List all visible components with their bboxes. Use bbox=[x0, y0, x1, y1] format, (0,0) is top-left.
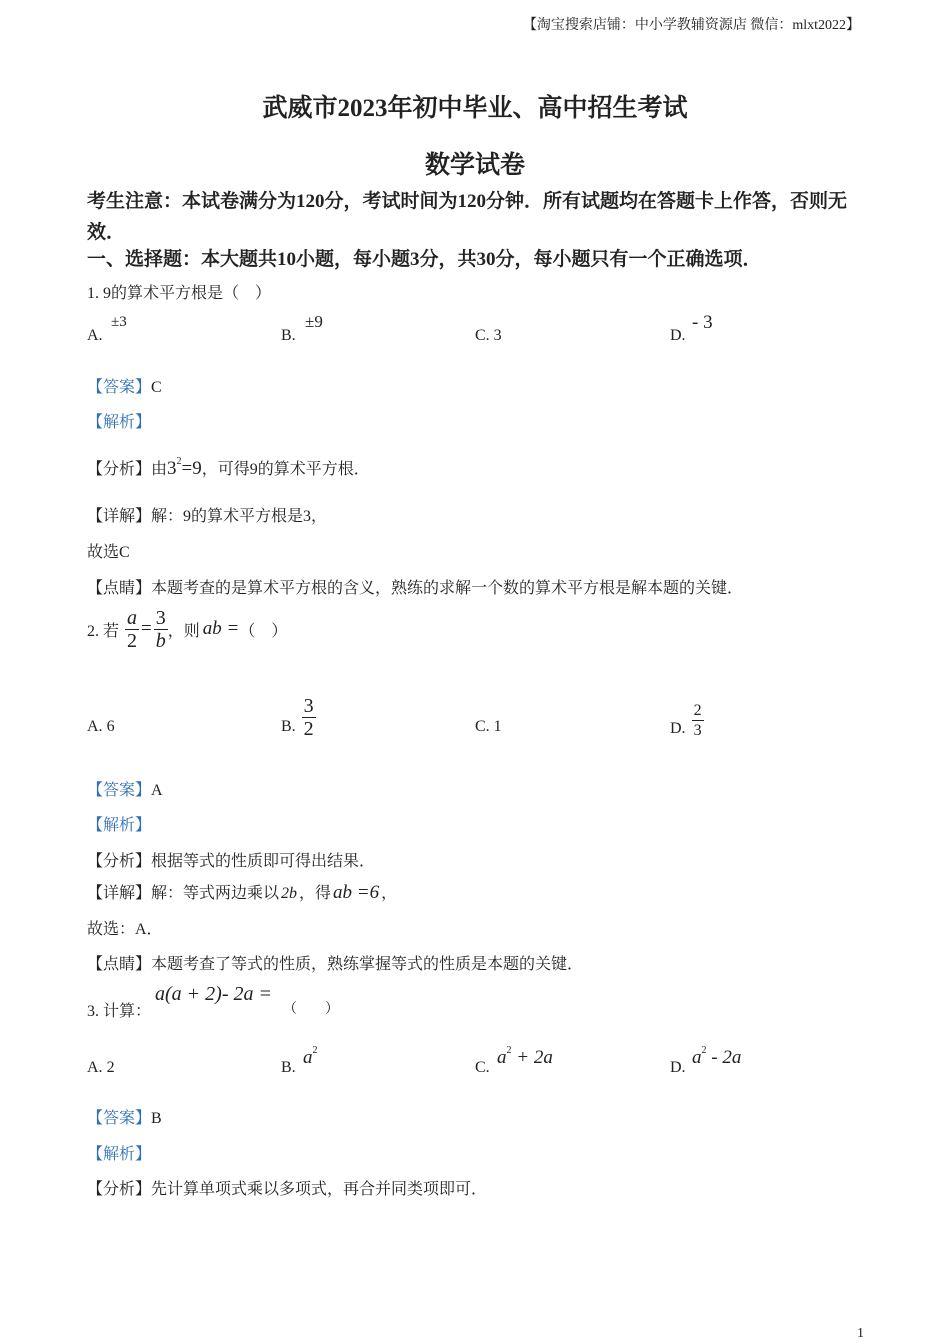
q3-option-c bbox=[475, 1045, 553, 1077]
detail-text-end: ， bbox=[381, 885, 398, 902]
detail-text-mid: ，得 bbox=[299, 885, 332, 902]
comment-text: 本题考查的是算术平方根的含义，熟练的求解一个数的算术平方根是解本题的关键． bbox=[151, 580, 744, 597]
option-letter: C. bbox=[475, 1059, 490, 1076]
q1-option-c bbox=[475, 327, 502, 345]
q2-comment bbox=[87, 951, 583, 974]
q3-option-b bbox=[281, 1045, 318, 1077]
answer-value: C bbox=[151, 379, 162, 396]
answer-label: 【答案】 bbox=[87, 379, 152, 396]
detail-label: 【详解】 bbox=[87, 508, 152, 525]
q3-answer bbox=[87, 1105, 162, 1128]
section-heading: 一、选择题：本大题共10小题，每小题3分，共30分，每小题只有一个正确选项． bbox=[87, 249, 762, 270]
power-base: a bbox=[303, 1047, 313, 1068]
option-value: ±3 bbox=[111, 314, 127, 330]
power-base: a bbox=[497, 1047, 507, 1068]
comment-text: 本题考查了等式的性质，熟练掌握等式的性质是本题的关键． bbox=[151, 956, 584, 973]
power-exp: 2 bbox=[506, 1045, 512, 1056]
q3-option-a bbox=[87, 1059, 115, 1077]
fraction-a-over-2 bbox=[125, 607, 139, 652]
fenxi-label: 【分析】 bbox=[87, 1181, 152, 1198]
result-expression: ab =6 bbox=[333, 882, 380, 903]
option-value: ±9 bbox=[305, 312, 323, 331]
answer-label: 【答案】 bbox=[87, 1110, 152, 1127]
q1-option-a bbox=[87, 314, 127, 345]
q2-answer bbox=[87, 777, 163, 800]
option-letter: A. bbox=[87, 718, 103, 735]
q2-detail bbox=[87, 880, 397, 904]
option-value bbox=[692, 1045, 741, 1069]
fraction-numerator: a bbox=[127, 606, 138, 629]
q3-analysis-label: 【解析】 bbox=[87, 1146, 152, 1163]
comment-label: 【点睛】 bbox=[87, 956, 152, 973]
detail-text: 解：等式两边乘以 bbox=[151, 885, 280, 902]
q3-option-d bbox=[670, 1045, 742, 1077]
option-fraction bbox=[692, 701, 704, 740]
comment-label: 【点睛】 bbox=[87, 580, 152, 597]
power-base: a bbox=[692, 1047, 702, 1068]
q2-stem bbox=[87, 605, 287, 653]
q3-stem-suffix: （ ） bbox=[283, 1002, 339, 1017]
stem-prefix: 2. 若 bbox=[87, 622, 120, 640]
q2-option-b bbox=[281, 690, 316, 740]
option-value bbox=[303, 1045, 318, 1069]
expression-rest: + 2a bbox=[511, 1047, 553, 1068]
q3-expression: a(a + 2)- 2a = bbox=[155, 983, 272, 1005]
exam-subtitle: 数学试卷 bbox=[424, 152, 525, 179]
stem-suffix: （ ） bbox=[239, 622, 288, 640]
stem-prefix: 3. 计算： bbox=[87, 1003, 152, 1020]
option-letter: B. bbox=[281, 718, 296, 735]
option-letter: B. bbox=[281, 1059, 296, 1076]
q3-fenxi bbox=[87, 1176, 487, 1199]
option-value: 3 bbox=[493, 327, 502, 344]
stem-expression: ab = bbox=[202, 618, 240, 639]
power-exp: 2 bbox=[176, 456, 182, 467]
exam-title: 武威市2023年初中毕业、高中招生考试 bbox=[262, 95, 688, 122]
option-letter: C. bbox=[475, 327, 490, 344]
power-base: 3 bbox=[167, 458, 177, 479]
fraction-numerator: 2 bbox=[693, 702, 702, 719]
q2-option-d bbox=[670, 694, 704, 740]
option-value bbox=[497, 1045, 553, 1069]
fraction-numerator: 3 bbox=[303, 695, 314, 717]
fraction-denominator: b bbox=[155, 629, 166, 652]
option-letter: D. bbox=[670, 720, 686, 737]
option-letter: B. bbox=[281, 327, 296, 344]
stem-middle: ，则 bbox=[167, 622, 200, 640]
detail-label: 【详解】 bbox=[87, 885, 152, 902]
fenxi-label: 【分析】 bbox=[87, 461, 152, 478]
option-letter: D. bbox=[670, 327, 686, 344]
option-letter: C. bbox=[475, 718, 490, 735]
q1-detail bbox=[87, 503, 327, 526]
power-exp: 2 bbox=[701, 1045, 707, 1056]
q2-analysis-label: 【解析】 bbox=[87, 817, 152, 834]
page-number: 1 bbox=[857, 1326, 864, 1341]
q1-fenxi bbox=[87, 456, 370, 480]
q1-conclusion: 故选C bbox=[87, 544, 130, 561]
power-exp: 2 bbox=[312, 1045, 318, 1056]
q2-conclusion: 故选：A． bbox=[87, 921, 163, 938]
answer-label: 【答案】 bbox=[87, 782, 152, 799]
fraction-3-over-b bbox=[154, 607, 168, 652]
q2-fenxi bbox=[87, 848, 375, 871]
fenxi-text: 根据等式的性质即可得出结果． bbox=[151, 853, 376, 870]
q2-option-c bbox=[475, 718, 502, 736]
detail-text: 解：9的算术平方根是3， bbox=[151, 508, 328, 525]
answer-value: B bbox=[151, 1110, 162, 1127]
option-letter: A. bbox=[87, 1059, 103, 1076]
q3-stem bbox=[87, 998, 151, 1021]
q1-option-b bbox=[281, 312, 323, 345]
equation: =9 bbox=[181, 458, 202, 479]
multiplier: 2b bbox=[281, 885, 298, 902]
expression-rest: - 2a bbox=[706, 1047, 742, 1068]
option-value: 6 bbox=[106, 718, 115, 735]
answer-value: A bbox=[151, 782, 163, 799]
option-fraction bbox=[302, 695, 316, 740]
q1-analysis-label: 【解析】 bbox=[87, 414, 152, 431]
fraction-denominator: 2 bbox=[303, 718, 314, 740]
q1-comment bbox=[87, 575, 743, 598]
q1-answer bbox=[87, 374, 162, 397]
fenxi-text-end: ，可得9的算术平方根． bbox=[201, 461, 370, 478]
option-value: 1 bbox=[493, 718, 502, 735]
fenxi-label: 【分析】 bbox=[87, 853, 152, 870]
fraction-denominator: 3 bbox=[693, 722, 702, 739]
fraction-denominator: 2 bbox=[127, 629, 138, 652]
exam-notice: 考生注意：本试卷满分为120分，考试时间为120分钟．所有试题均在答题卡上作答，否则无效． bbox=[87, 191, 848, 243]
q2-option-a bbox=[87, 718, 115, 736]
q1-stem: 1. 9的算术平方根是（ ） bbox=[87, 285, 272, 302]
option-value: 2 bbox=[106, 1059, 115, 1076]
equals-sign: = bbox=[141, 618, 152, 639]
option-value: - 3 bbox=[692, 312, 713, 333]
option-letter: A. bbox=[87, 327, 103, 344]
option-letter: D. bbox=[670, 1059, 686, 1076]
page-header: 【淘宝搜索店铺：中小学教辅资源店 微信：mlxt2022】 bbox=[522, 18, 860, 33]
fraction-numerator: 3 bbox=[155, 606, 166, 629]
q1-option-d bbox=[670, 312, 713, 345]
fenxi-text: 由 bbox=[151, 461, 168, 478]
fenxi-text: 先计算单项式乘以多项式，再合并同类项即可． bbox=[151, 1181, 488, 1198]
